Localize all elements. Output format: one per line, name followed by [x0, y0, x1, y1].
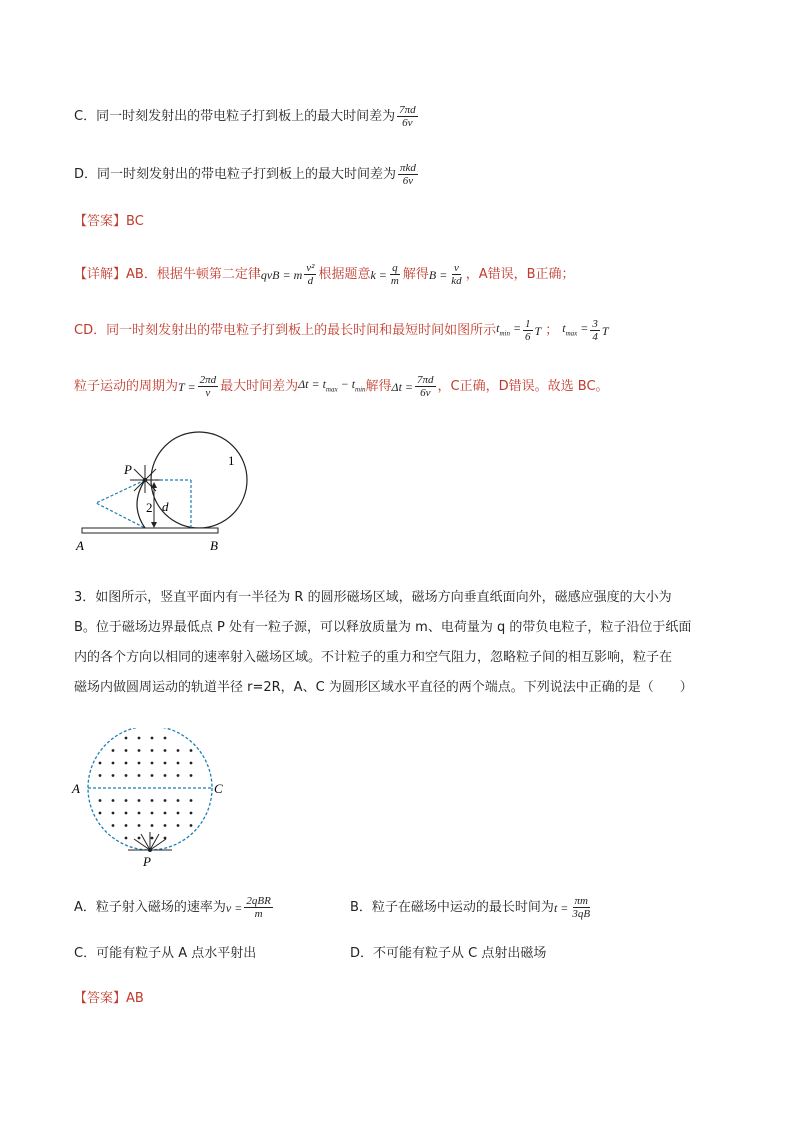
- period-fraction: [198, 374, 219, 399]
- option-c: [74, 104, 420, 129]
- explain-mid2: 解得: [402, 266, 429, 282]
- fig2-label-C: C: [214, 781, 223, 796]
- point-P: [143, 478, 147, 482]
- answer-1-value: BC: [126, 214, 144, 229]
- field-boundary-circle: [88, 728, 212, 850]
- eq1-den: d: [307, 275, 314, 287]
- field-dot: [177, 824, 180, 827]
- eq3-num: v: [454, 262, 459, 274]
- question-3: [74, 583, 724, 703]
- field-dot: [164, 799, 167, 802]
- fig2-label-P: P: [143, 854, 151, 868]
- tmin-num: 1: [525, 318, 531, 330]
- period-lhs: T =: [178, 379, 196, 394]
- field-dot: [177, 749, 180, 752]
- field-dot: [125, 749, 128, 752]
- field-dot: [177, 812, 180, 815]
- fig2-label-A: A: [72, 781, 80, 796]
- field-dot: [151, 837, 154, 840]
- field-dot: [151, 737, 154, 740]
- option-c-frac-den: 6v: [402, 117, 413, 129]
- q3-option-a-den: m: [254, 908, 263, 920]
- eq2-den: m: [390, 275, 399, 287]
- q3-line-4: 磁场内做圆周运动的轨道半径 r=2R，A、C 为圆形区域水平直径的两个端点。下列说法中正确的是（ ）: [74, 680, 693, 695]
- tmin-lhs: t: [496, 320, 500, 335]
- field-dot: [164, 812, 167, 815]
- field-dot: [151, 762, 154, 765]
- field-dot: [125, 812, 128, 815]
- field-dot: [138, 774, 141, 777]
- tmax-den: 4: [592, 331, 598, 343]
- dt-expr: [298, 375, 365, 398]
- option-c-label: C．: [74, 108, 97, 124]
- field-dot: [112, 812, 115, 815]
- tmin-sub: min: [499, 329, 510, 338]
- field-dot: [125, 824, 128, 827]
- field-dot: [125, 737, 128, 740]
- label-A: A: [76, 538, 84, 553]
- tmax-num: 3: [592, 318, 598, 330]
- field-dot: [138, 799, 141, 802]
- field-dot: [112, 824, 115, 827]
- q3-line-1: [74, 583, 724, 613]
- q3-option-b-num: πm: [574, 895, 588, 907]
- field-dot: [138, 812, 141, 815]
- option-d-label: D．: [74, 166, 98, 182]
- q3-option-b-label: B．: [350, 899, 372, 915]
- label-1: 1: [228, 453, 235, 468]
- q3-option-a-lhs: v =: [225, 900, 243, 915]
- tmin-T: T: [534, 323, 542, 338]
- q3-option-b: [350, 895, 594, 920]
- q3-line-3: 内的各个方向以相同的速率射入磁场区域。不计粒子的重力和空气阻力，忽略粒子间的相互影响，粒子在: [74, 650, 673, 665]
- cd-suffix: ，C正确，D错误。故选 BC。: [437, 378, 609, 394]
- eq3-den: kd: [451, 275, 462, 287]
- field-dot: [125, 774, 128, 777]
- explain-mid1: 根据题意: [318, 266, 371, 282]
- dt-sub2: min: [355, 385, 366, 394]
- field-dot: [151, 774, 154, 777]
- field-dot: [112, 762, 115, 765]
- answer-1: [74, 213, 144, 231]
- tmax-sub: max: [565, 329, 578, 338]
- point-P-source: [148, 848, 152, 852]
- tmax-lhs: t: [562, 320, 566, 335]
- dt-mid: 解得: [365, 378, 392, 394]
- field-dot: [190, 799, 193, 802]
- q3-option-b-fraction: [570, 895, 592, 920]
- field-dot: [151, 824, 154, 827]
- field-dot: [125, 837, 128, 840]
- q3-option-a-num: 2qBR: [246, 895, 271, 907]
- q3-option-a: [74, 895, 275, 920]
- field-dot: [99, 799, 102, 802]
- field-dot: [177, 762, 180, 765]
- explain-cd-prefix: CD．同一时刻发射出的带电粒子打到板上的最长时间和最短时间如图所示: [74, 322, 497, 338]
- q3-option-a-fraction: [244, 895, 272, 920]
- field-dot: [125, 762, 128, 765]
- option-d-text: 同一时刻发射出的带电粒子打到板上的最大时间差为: [97, 166, 397, 182]
- q3-option-a-text: 粒子射入磁场的速率为: [95, 899, 226, 915]
- tmin-eq: =: [512, 320, 522, 335]
- tmin-fraction: [523, 318, 533, 343]
- eq1-lhs: qvB = m: [260, 267, 303, 282]
- tmax-expr: [562, 319, 588, 342]
- explain-label: 【详解】: [74, 266, 127, 282]
- q3-option-a-label: A．: [74, 899, 96, 915]
- period-prefix: 粒子运动的周期为: [74, 378, 179, 394]
- field-dot: [190, 824, 193, 827]
- field-dot: [151, 812, 154, 815]
- field-dot: [164, 749, 167, 752]
- q3-option-c-label: C．: [74, 946, 97, 961]
- q3-option-d-label: D．: [350, 946, 374, 961]
- option-c-fraction: [397, 104, 418, 129]
- plate-AB: [82, 528, 218, 533]
- answer-2: [74, 990, 144, 1008]
- eq2-num: q: [392, 262, 398, 274]
- eq1-fraction: [304, 262, 316, 287]
- field-dot: [151, 799, 154, 802]
- dt-num: 7πd: [417, 374, 434, 386]
- tmax-fraction: [590, 318, 600, 343]
- tmax-eq: =: [580, 320, 589, 335]
- q3-option-c: [74, 945, 256, 963]
- q3-option-d-text: 不可能有粒子从 C 点射出磁场: [373, 946, 547, 961]
- dt-minus: − t: [337, 376, 356, 391]
- field-dot: [164, 774, 167, 777]
- dt-den: 6v: [420, 387, 431, 399]
- field-dot: [190, 762, 193, 765]
- field-dot: [164, 737, 167, 740]
- option-d-frac-den: 6v: [402, 175, 414, 187]
- answer-1-label: 【答案】: [74, 214, 127, 229]
- field-dot: [190, 749, 193, 752]
- eq2-fraction: [389, 262, 401, 287]
- label-2: 2: [146, 500, 153, 515]
- q3-option-b-text: 粒子在磁场中运动的最长时间为: [371, 899, 554, 915]
- q3-option-c-text: 可能有粒子从 A 点水平射出: [96, 946, 257, 961]
- d-arrow-head-bottom: [151, 522, 157, 528]
- eq1-num: v²: [306, 262, 315, 274]
- eq3-fraction: [449, 262, 463, 287]
- eq3-lhs: B =: [428, 267, 448, 282]
- source-arrows-P: [128, 832, 172, 850]
- period-num: 2πd: [199, 374, 217, 386]
- explain-sep: ；: [545, 322, 559, 338]
- field-dot: [99, 762, 102, 765]
- field-dot: [112, 774, 115, 777]
- field-dot: [138, 837, 141, 840]
- figure-2-magnetic-field-diagram: [70, 728, 230, 868]
- label-P: P: [124, 462, 132, 477]
- dt-fraction: [415, 374, 436, 399]
- option-d-frac-num: πkd: [400, 162, 416, 174]
- field-dot: [138, 824, 141, 827]
- option-d: [74, 162, 420, 187]
- field-dot: [164, 762, 167, 765]
- dt-expr-a: Δt = t: [298, 376, 326, 391]
- field-dot: [151, 749, 154, 752]
- option-c-frac-num: 7πd: [399, 104, 416, 116]
- answer-2-value: AB: [126, 991, 144, 1006]
- field-dot: [138, 737, 141, 740]
- q3-line-2: B。位于磁场边界最低点 P 处有一粒子源，可以释放质量为 m、电荷量为 q 的带负电粒子，粒子沿位于纸面: [74, 620, 692, 635]
- dt-sub1: max: [325, 385, 338, 394]
- field-dot: [138, 762, 141, 765]
- field-dot: [112, 799, 115, 802]
- option-d-fraction: [398, 162, 418, 187]
- option-c-text: 同一时刻发射出的带电粒子打到板上的最大时间差为: [96, 108, 396, 124]
- explain-ab-prefix: AB．根据牛顿第二定律: [126, 266, 261, 282]
- answer-2-label: 【答案】: [74, 991, 127, 1006]
- q3-line-1-text: 如图所示，竖直平面内有一半径为 R 的圆形磁场区域，磁场方向垂直纸面向外，磁感应强度的大小为: [95, 590, 672, 605]
- field-dot: [190, 774, 193, 777]
- q3-number: 3．: [74, 590, 96, 605]
- field-dot: [164, 824, 167, 827]
- q3-option-b-lhs: t =: [553, 900, 569, 915]
- period-den: v: [205, 387, 211, 399]
- explain-ab-suffix: ，A错误，B正确；: [465, 266, 575, 282]
- field-dot: [190, 812, 193, 815]
- q3-option-b-den: 3qB: [572, 908, 591, 920]
- period-mid: 最大时间差为: [220, 378, 299, 394]
- field-dot: [99, 774, 102, 777]
- field-dot: [177, 799, 180, 802]
- figure-1-trajectory-diagram: [74, 425, 254, 555]
- field-dot: [138, 749, 141, 752]
- field-dot: [125, 799, 128, 802]
- field-dot: [177, 774, 180, 777]
- field-dot: [112, 749, 115, 752]
- explain-line-period: [74, 374, 609, 399]
- label-d: d: [162, 499, 169, 514]
- explain-line-ab: [74, 262, 575, 287]
- q3-option-d: [350, 945, 546, 963]
- eq2-lhs: k =: [370, 267, 387, 282]
- tmin-expr: [496, 319, 521, 342]
- explain-line-cd: [74, 318, 609, 343]
- field-dot: [99, 812, 102, 815]
- dt-lhs: Δt =: [391, 379, 414, 394]
- tmin-den: 6: [525, 331, 531, 343]
- label-B: B: [210, 538, 218, 553]
- tmax-T: T: [601, 323, 609, 338]
